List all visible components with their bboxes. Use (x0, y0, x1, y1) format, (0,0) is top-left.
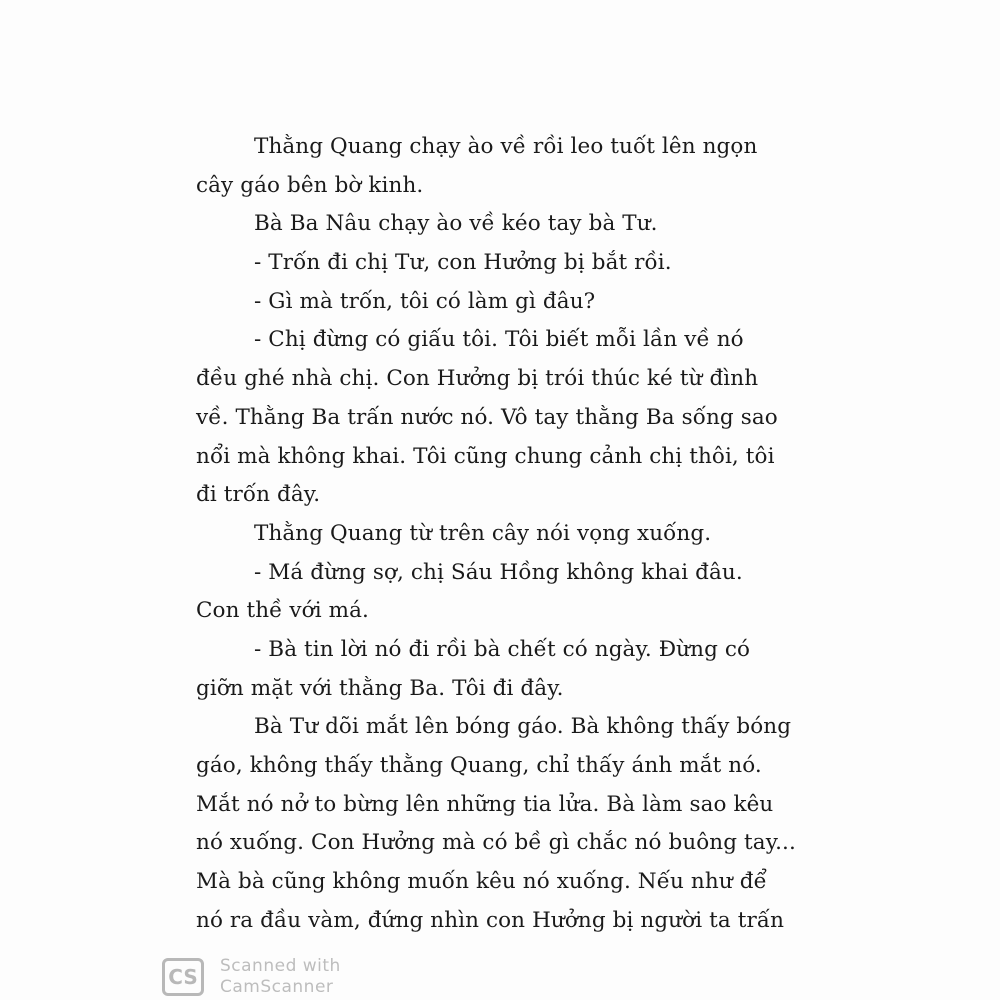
paragraph-line: Mà bà cũng không muốn kêu nó xuống. Nếu như để (196, 869, 767, 895)
paragraph-line: - Bà tin lời nó đi rồi bà chết có ngày. Đừng có (254, 636, 751, 662)
paragraph-line: gáo, không thấy thằng Quang, chỉ thấy ánh mắt nó. (196, 753, 762, 778)
paragraph-line: đều ghé nhà chị. Con Hưởng bị trói thúc ké từ đình (196, 366, 759, 392)
paragraph-line: Thằng Quang chạy ào về rồi leo tuốt lên ngọn (254, 134, 758, 159)
paragraph-line: Bà Ba Nâu chạy ào về kéo tay bà Tư. (254, 211, 658, 237)
paragraph-line: nổi mà không khai. Tôi cũng chung cảnh chị thôi, tôi (196, 443, 775, 469)
paragraph-line: về. Thằng Ba trấn nước nó. Vô tay thằng Ba sống sao (196, 404, 778, 430)
paragraph-line: Mắt nó nở to bừng lên những tia lửa. Bà làm sao kêu (196, 791, 774, 817)
paragraph-line: giỡn mặt với thằng Ba. Tôi đi đây. (196, 675, 564, 701)
camscanner-logo-icon: CS (162, 958, 204, 996)
paragraph-line: - Má đừng sợ, chị Sáu Hồng không khai đâu. (254, 559, 743, 585)
paragraph-line: Bà Tư dõi mắt lên bóng gáo. Bà không thấy bóng (254, 714, 792, 740)
paragraph-line: đi trốn đây. (196, 482, 321, 508)
body-text (196, 128, 796, 940)
paragraph-line: nó ra đầu vàm, đứng nhìn con Hưởng bị người ta trấn (196, 907, 785, 933)
paragraph-line: cây gáo bên bờ kinh. (196, 172, 424, 198)
watermark-line-2: CamScanner (220, 977, 334, 997)
paragraph-line: Con thề với má. (196, 598, 369, 624)
paragraph-line: - Chị đừng có giấu tôi. Tôi biết mỗi lần về nó (254, 327, 744, 353)
paragraph-line: - Gì mà trốn, tôi có làm gì đâu? (254, 288, 596, 314)
camscanner-watermark (162, 956, 422, 1000)
paragraph-line: - Trốn đi chị Tư, con Hưởng bị bắt rồi. (254, 250, 672, 276)
watermark-line-1: Scanned with (220, 956, 341, 976)
paragraph-line: nó xuống. Con Hưởng mà có bề gì chắc nó buông tay... (196, 830, 796, 856)
watermark-text (220, 956, 341, 998)
paragraph-line: Thằng Quang từ trên cây nói vọng xuống. (254, 520, 712, 546)
